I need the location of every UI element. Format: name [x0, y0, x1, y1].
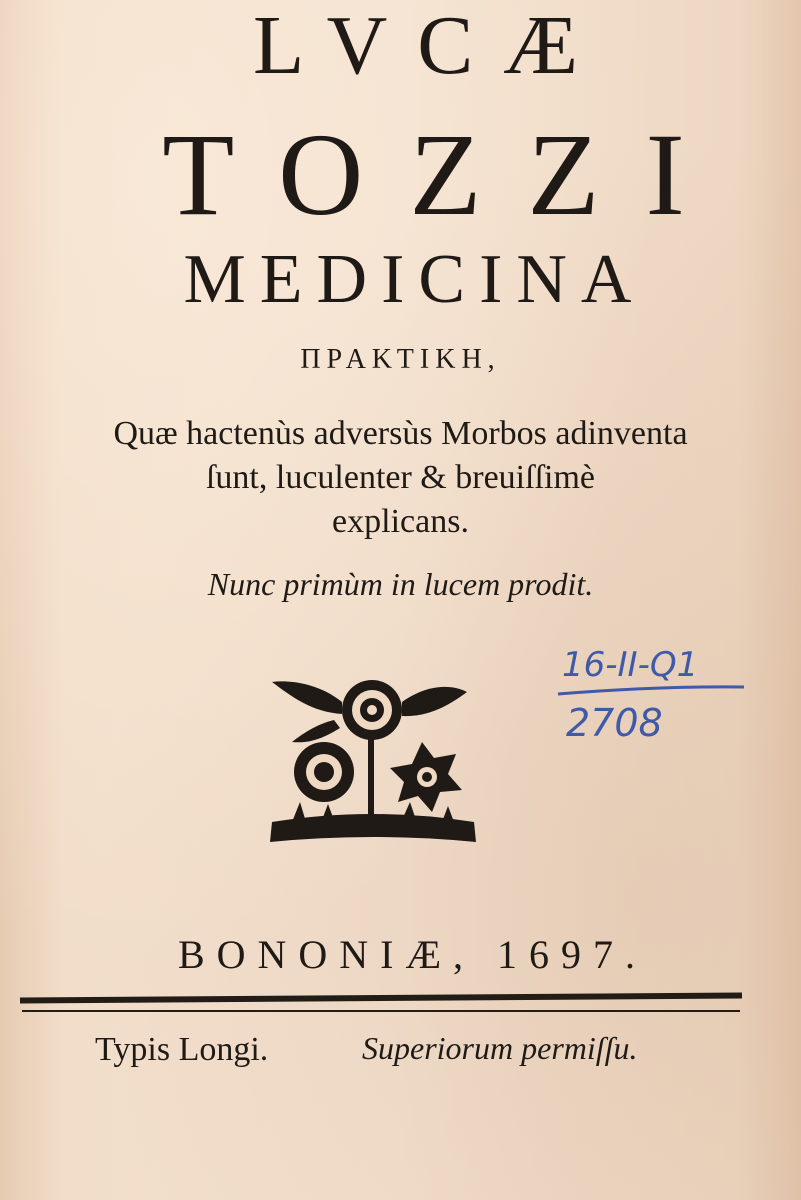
- edition-note: Nunc primùm in lucem prodit.: [207, 566, 594, 602]
- description-line-2: ſunt, luculenter & breuiſſimè: [205, 459, 595, 496]
- imprint-rule: [20, 992, 742, 1003]
- book-title: MEDICINA: [183, 241, 646, 318]
- shelfmark-line-2: 2708: [566, 701, 663, 745]
- imprint-rule-thin: [22, 1010, 740, 1012]
- author-last-name: TOZZI: [162, 109, 731, 240]
- printer-name: Typis Longi.: [95, 1031, 269, 1068]
- shelfmark: [556, 632, 756, 762]
- flower-woodcut-icon: [262, 672, 482, 852]
- place-and-year: BONONIÆ, 1697.: [177, 932, 648, 977]
- author-first-name: LVCÆ: [253, 0, 608, 92]
- permission-note: Superiorum permiſſu.: [362, 1030, 638, 1066]
- description-line-1: Quæ hactenùs adversùs Morbos adinventa: [113, 415, 688, 452]
- shelfmark-underline: [558, 687, 744, 694]
- description-line-3: explicans.: [332, 503, 469, 540]
- shelfmark-line-1: 16-II-Q1: [562, 645, 699, 685]
- greek-subtitle: ΠΡΑΚΤΙΚΗ,: [300, 344, 501, 375]
